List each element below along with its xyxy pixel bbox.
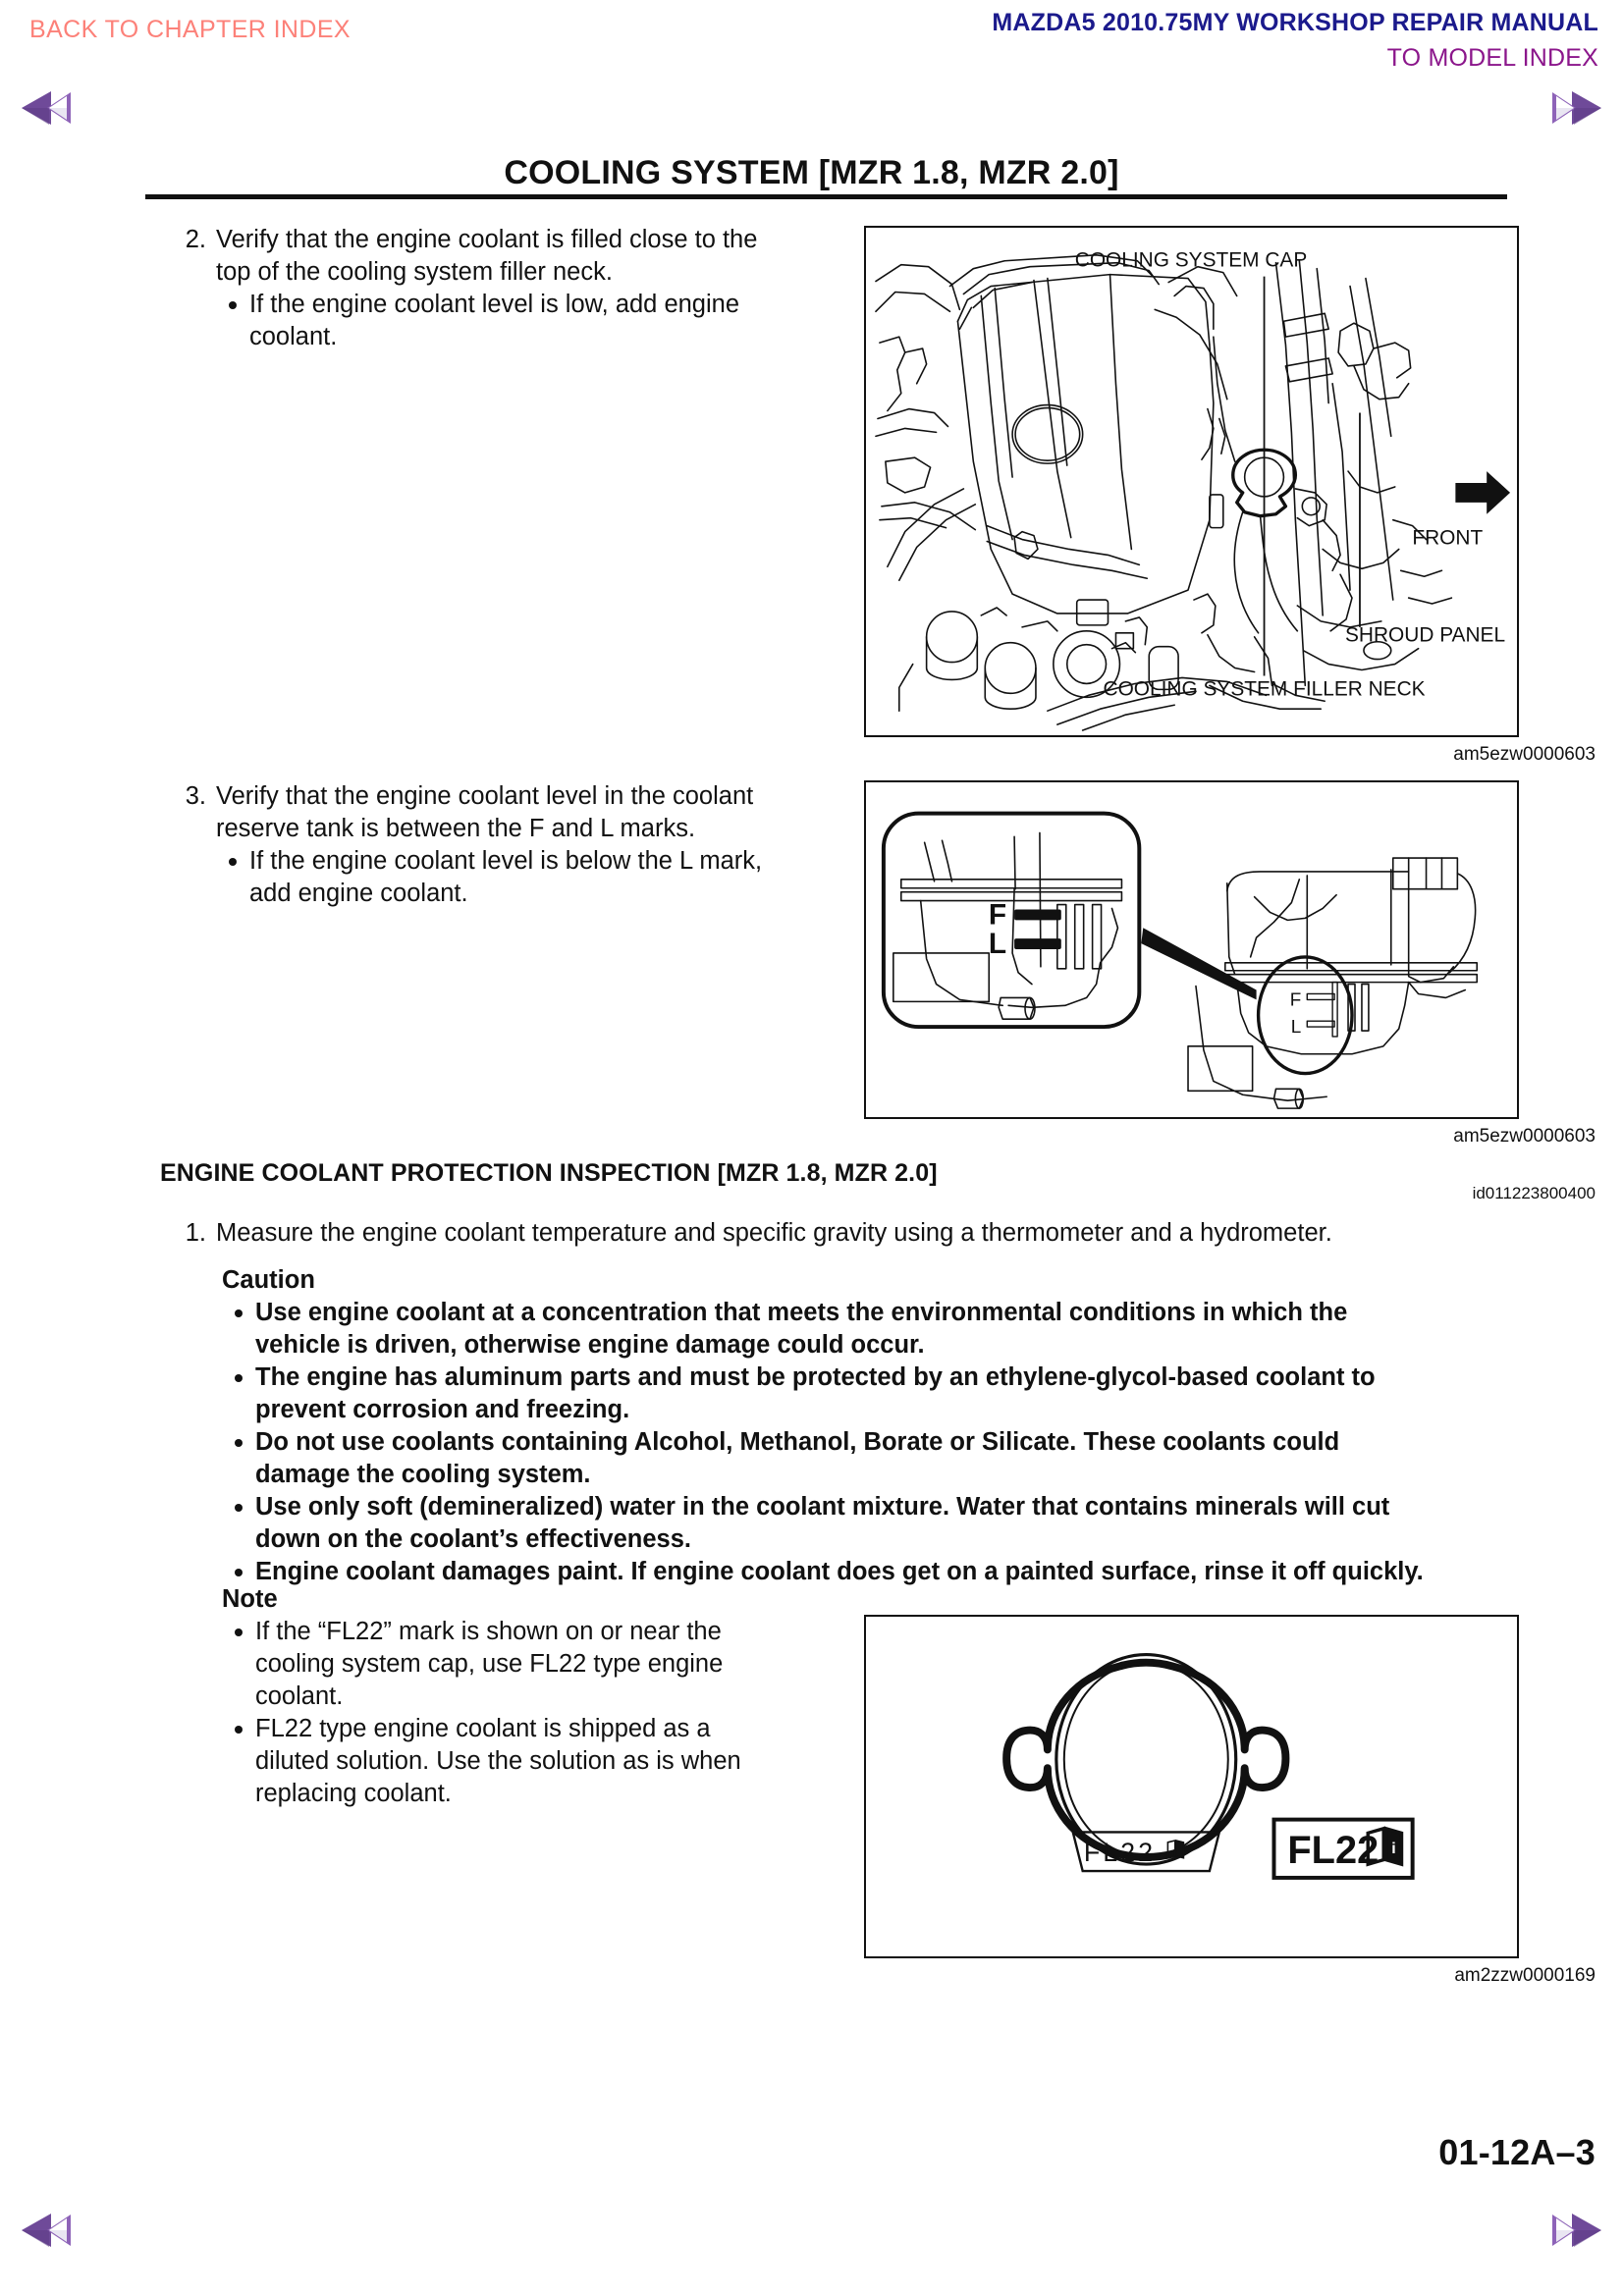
label-low-mark-small: L: [1290, 1016, 1302, 1037]
caution-4-line-2: down on the coolant’s effectiveness.: [255, 1525, 691, 1553]
section-step-1-number: 1.: [185, 1219, 206, 1247]
note-bullets: [222, 1616, 811, 1810]
caution-label: Caution: [222, 1266, 315, 1294]
list-item: [222, 1491, 1518, 1556]
note-label: Note: [222, 1585, 278, 1613]
figure-engine-bay-caption: am5ezw0000603: [1453, 744, 1596, 765]
note-2-line-3: replacing coolant.: [255, 1780, 452, 1807]
step-2-number: 2.: [185, 226, 206, 253]
to-model-index-link[interactable]: TO MODEL INDEX: [1386, 44, 1598, 72]
step-3-body: [216, 780, 793, 910]
caution-bullets: [222, 1297, 1518, 1588]
prev-page-arrow-top-icon[interactable]: [18, 86, 81, 130]
label-shroud-panel: SHROUD PANEL: [1344, 623, 1506, 647]
step-2-bullet-1-line-1: If the engine coolant level is low, add engine: [249, 291, 740, 318]
section-step-1: [165, 1217, 1520, 1250]
list-item: [222, 1362, 1518, 1426]
list-item: [216, 289, 793, 353]
list-item: [222, 1426, 1518, 1491]
label-full-mark: F: [988, 898, 1007, 932]
note-2-line-2: diluted solution. Use the solution as is when: [255, 1747, 741, 1775]
label-cooling-system-cap: COOLING SYSTEM CAP: [1074, 248, 1308, 272]
caution-5-line-1: Engine coolant damages paint. If engine coolant does get on a painted surface, rinse it off quickly.: [255, 1558, 1424, 1585]
badge-fl22-text: FL22: [1287, 1829, 1380, 1873]
step-2-bullet-1-line-2: coolant.: [249, 323, 338, 350]
step-2-body: [216, 224, 793, 353]
page-number: 01-12A–3: [1438, 2132, 1596, 2172]
step-3-line-2: reserve tank is between the F and L marks.: [216, 815, 696, 842]
figure-cap-caption: am2zzw0000169: [1454, 1965, 1596, 1986]
step-3-bullet-1-line-1: If the engine coolant level is below the L mark,: [249, 847, 763, 875]
caution-4-line-1: Use only soft (demineralized) water in the coolant mixture. Water that contains minerals will cut: [255, 1493, 1390, 1521]
caution-2-line-2: prevent corrosion and freezing.: [255, 1396, 630, 1423]
note-1-line-3: coolant.: [255, 1682, 344, 1710]
prev-page-arrow-bottom-icon[interactable]: [18, 2209, 81, 2252]
caution-block: [222, 1264, 1518, 1588]
fl22-cap-illustration: [866, 1617, 1517, 1956]
figure-reserve-tank-caption: am5ezw0000603: [1453, 1126, 1596, 1147]
section-heading: ENGINE COOLANT PROTECTION INSPECTION [MZR 1.8, MZR 2.0]: [160, 1159, 938, 1187]
front-direction-arrow-icon: [1455, 471, 1510, 514]
list-item: [222, 1616, 811, 1713]
svg-text:i: i: [1391, 1840, 1396, 1857]
figure-reserve-tank: [864, 780, 1519, 1119]
label-full-mark-small: F: [1289, 988, 1302, 1010]
list-item: [222, 1713, 811, 1810]
list-item: [222, 1297, 1518, 1362]
section-id-code: id011223800400: [1472, 1184, 1596, 1202]
step-3-bullet-1-line-2: add engine coolant.: [249, 880, 468, 907]
figure-engine-bay: [864, 226, 1519, 737]
step-2-line-1: Verify that the engine coolant is filled close to the: [216, 226, 758, 253]
caution-1-line-1: Use engine coolant at a concentration that meets the environmental conditions in which the: [255, 1299, 1348, 1326]
caution-3-line-1: Do not use coolants containing Alcohol, Methanol, Borate or Silicate. These coolants could: [255, 1428, 1340, 1456]
step-3-number: 3.: [185, 782, 206, 810]
back-to-chapter-index-link[interactable]: BACK TO CHAPTER INDEX: [29, 16, 351, 43]
note-block: [222, 1583, 811, 1810]
next-page-arrow-bottom-icon[interactable]: [1542, 2209, 1605, 2252]
note-1-line-1: If the “FL22” mark is shown on or near the: [255, 1618, 722, 1645]
note-2-line-1: FL22 type engine coolant is shipped as a: [255, 1715, 711, 1742]
header-right-block: [992, 9, 1598, 73]
engine-bay-illustration: [866, 228, 1517, 735]
step-2: [165, 224, 793, 353]
magnify-pointer-icon: [1141, 928, 1256, 999]
step-3: [165, 780, 793, 910]
caution-2-line-1: The engine has aluminum parts and must be protected by an ethylene-glycol-based coolant to: [255, 1363, 1376, 1391]
step-2-bullets: [216, 289, 793, 353]
label-low-mark: L: [988, 928, 1007, 960]
figure-cooling-system-cap: [864, 1615, 1519, 1958]
page-title: COOLING SYSTEM [MZR 1.8, MZR 2.0]: [504, 154, 1119, 191]
caution-3-line-2: damage the cooling system.: [255, 1461, 591, 1488]
title-divider: [145, 194, 1507, 199]
label-front: FRONT: [1412, 526, 1484, 550]
reserve-tank-illustration: [866, 782, 1517, 1117]
section-step-1-text: Measure the engine coolant temperature and specific gravity using a thermometer and a hydrometer.: [216, 1219, 1332, 1247]
cap-fl22-text: FL22: [1083, 1838, 1156, 1868]
next-page-arrow-top-icon[interactable]: [1542, 86, 1605, 130]
note-1-line-2: cooling system cap, use FL22 type engine: [255, 1650, 724, 1678]
step-3-bullets: [216, 845, 793, 910]
list-item: [216, 845, 793, 910]
manual-title: MAZDA5 2010.75MY WORKSHOP REPAIR MANUAL: [992, 9, 1598, 36]
caution-1-line-2: vehicle is driven, otherwise engine damage could occur.: [255, 1331, 925, 1359]
step-3-line-1: Verify that the engine coolant level in the coolant: [216, 782, 754, 810]
label-cooling-system-filler-neck: COOLING SYSTEM FILLER NECK: [1103, 677, 1426, 701]
step-2-line-2: top of the cooling system filler neck.: [216, 258, 613, 286]
